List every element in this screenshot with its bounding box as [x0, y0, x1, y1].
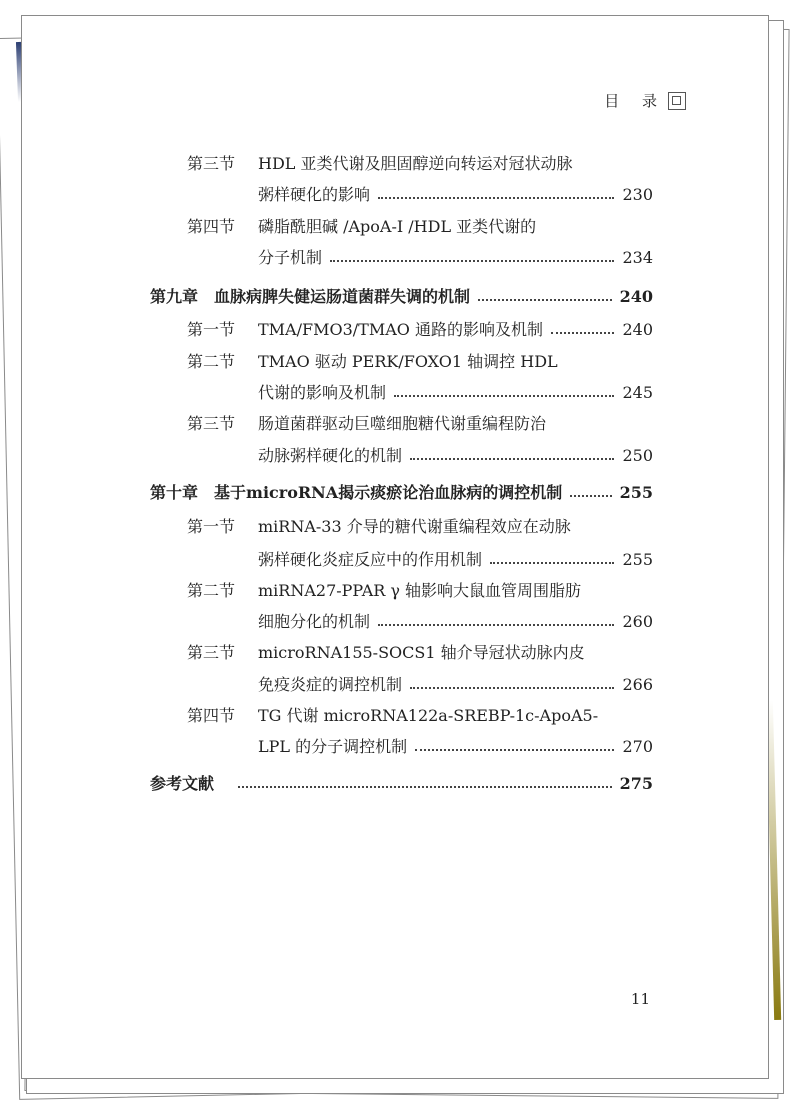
dot-leader: [378, 184, 614, 199]
chapter-label: 参考文献: [150, 774, 215, 793]
toc-chapter-entry[interactable]: [0, 286, 800, 308]
section-title-text: 代谢的影响及机制: [258, 383, 387, 402]
toc-section-entry[interactable]: [0, 580, 800, 602]
section-title-line2: [258, 247, 653, 269]
section-title-line1: 磷脂酰胆碱 /ApoA-Ⅰ /HDL 亚类代谢的: [258, 217, 537, 236]
section-title-line2: [258, 549, 653, 571]
section-label: 第四节: [187, 217, 236, 236]
toc-section-entry[interactable]: [0, 319, 800, 341]
chapter-heading: [150, 482, 562, 504]
page-ref: 245: [622, 383, 653, 402]
page-ref: 275: [619, 774, 653, 793]
section-label: 第四节: [187, 706, 236, 725]
toc-section-entry[interactable]: [0, 516, 800, 538]
section-title-text: 粥样硬化的影响: [258, 185, 371, 204]
toc-section-entry-continued: [0, 382, 800, 404]
header-title: 目 录: [604, 92, 666, 110]
toc-section-entry-continued: [0, 247, 800, 269]
section-title-text: 细胞分化的机制: [258, 612, 371, 631]
dot-leader: [394, 382, 614, 397]
dot-leader: [410, 674, 614, 689]
section-label: 第三节: [187, 643, 236, 662]
section-title-text: 动脉粥样硬化的机制: [258, 446, 403, 465]
toc-section-entry[interactable]: [0, 705, 800, 727]
page-number: 11: [630, 990, 650, 1008]
chapter-line: [150, 286, 653, 308]
ornament-icon: [668, 92, 686, 110]
page-ref: 270: [622, 737, 653, 756]
toc-chapter-entry[interactable]: [0, 482, 800, 504]
section-title-line2: [258, 674, 653, 696]
section-label: 第三节: [187, 414, 236, 433]
page-ref: 230: [622, 185, 653, 204]
page-ref: 255: [619, 483, 653, 502]
page-ref: 250: [622, 446, 653, 465]
toc-section-entry[interactable]: [0, 153, 800, 175]
chapter-label: 第九章: [150, 287, 199, 306]
section-title-line1: TG 代谢 microRNA122a-SREBP-1c-ApoA5-: [258, 706, 599, 725]
dot-leader: [410, 445, 614, 460]
section-title-text: 分子机制: [258, 248, 323, 267]
section-title-line1: miRNA27-PPAR γ 轴影响大鼠血管周围脂肪: [258, 581, 582, 600]
section-label: 第一节: [187, 517, 236, 536]
section-label: 第一节: [187, 320, 236, 339]
section-title-line1: HDL 亚类代谢及胆固醇逆向转运对冠状动脉: [258, 154, 573, 173]
section-title-text: 免疫炎症的调控机制: [258, 675, 403, 694]
chapter-line: [150, 482, 653, 504]
chapter-title: 血脉病脾失健运肠道菌群失调的机制: [214, 287, 471, 306]
toc-section-entry-continued: [0, 674, 800, 696]
running-header: [604, 90, 686, 111]
section-label: 第三节: [187, 154, 236, 173]
dot-leader: [490, 549, 614, 564]
chapter-heading: [150, 773, 230, 795]
toc-section-entry[interactable]: [0, 216, 800, 238]
toc-section-entry-continued: [0, 445, 800, 467]
section-title-text: 粥样硬化炎症反应中的作用机制: [258, 550, 483, 569]
page-ref: 240: [619, 287, 653, 306]
section-title-line1: miRNA-33 介导的糖代谢重编程效应在动脉: [258, 517, 571, 536]
section-label: 第二节: [187, 581, 236, 600]
section-title-line2: [258, 319, 653, 341]
page-ref: 255: [622, 550, 653, 569]
section-title-line1: microRNA155-SOCS1 轴介导冠状动脉内皮: [258, 643, 585, 662]
toc-section-entry-continued: [0, 549, 800, 571]
dot-leader: [238, 773, 612, 788]
section-title-line2: [258, 736, 653, 758]
dot-leader: [570, 482, 611, 497]
toc-section-entry[interactable]: [0, 642, 800, 664]
chapter-heading: [150, 286, 470, 308]
toc-section-entry-continued: [0, 611, 800, 633]
section-title-line2: [258, 611, 653, 633]
toc-section-entry-continued: [0, 184, 800, 206]
dot-leader: [551, 319, 614, 334]
section-title-text: LPL 的分子调控机制: [258, 737, 408, 756]
toc-section-entry[interactable]: [0, 351, 800, 373]
page-ref: 240: [622, 320, 653, 339]
page-ref: 234: [622, 248, 653, 267]
dot-leader: [378, 611, 614, 626]
dot-leader: [415, 736, 614, 751]
section-title-line2: [258, 382, 653, 404]
section-title-line2: [258, 445, 653, 467]
chapter-label: 第十章: [150, 483, 199, 502]
toc-chapter-entry[interactable]: [0, 773, 800, 795]
toc-section-entry[interactable]: [0, 413, 800, 435]
section-title-text: TMA/FMO3/TMAO 通路的影响及机制: [258, 320, 543, 339]
page-ref: 260: [622, 612, 653, 631]
chapter-line: [150, 773, 653, 795]
toc-section-entry-continued: [0, 736, 800, 758]
dot-leader: [330, 247, 614, 262]
section-title-line2: [258, 184, 653, 206]
dot-leader: [478, 286, 612, 301]
section-title-line1: TMAO 驱动 PERK/FOXO1 轴调控 HDL: [258, 352, 558, 371]
section-label: 第二节: [187, 352, 236, 371]
page-ref: 266: [622, 675, 653, 694]
section-title-line1: 肠道菌群驱动巨噬细胞糖代谢重编程防治: [258, 414, 547, 433]
chapter-title: 基于microRNA揭示痰瘀论治血脉病的调控机制: [214, 483, 563, 502]
